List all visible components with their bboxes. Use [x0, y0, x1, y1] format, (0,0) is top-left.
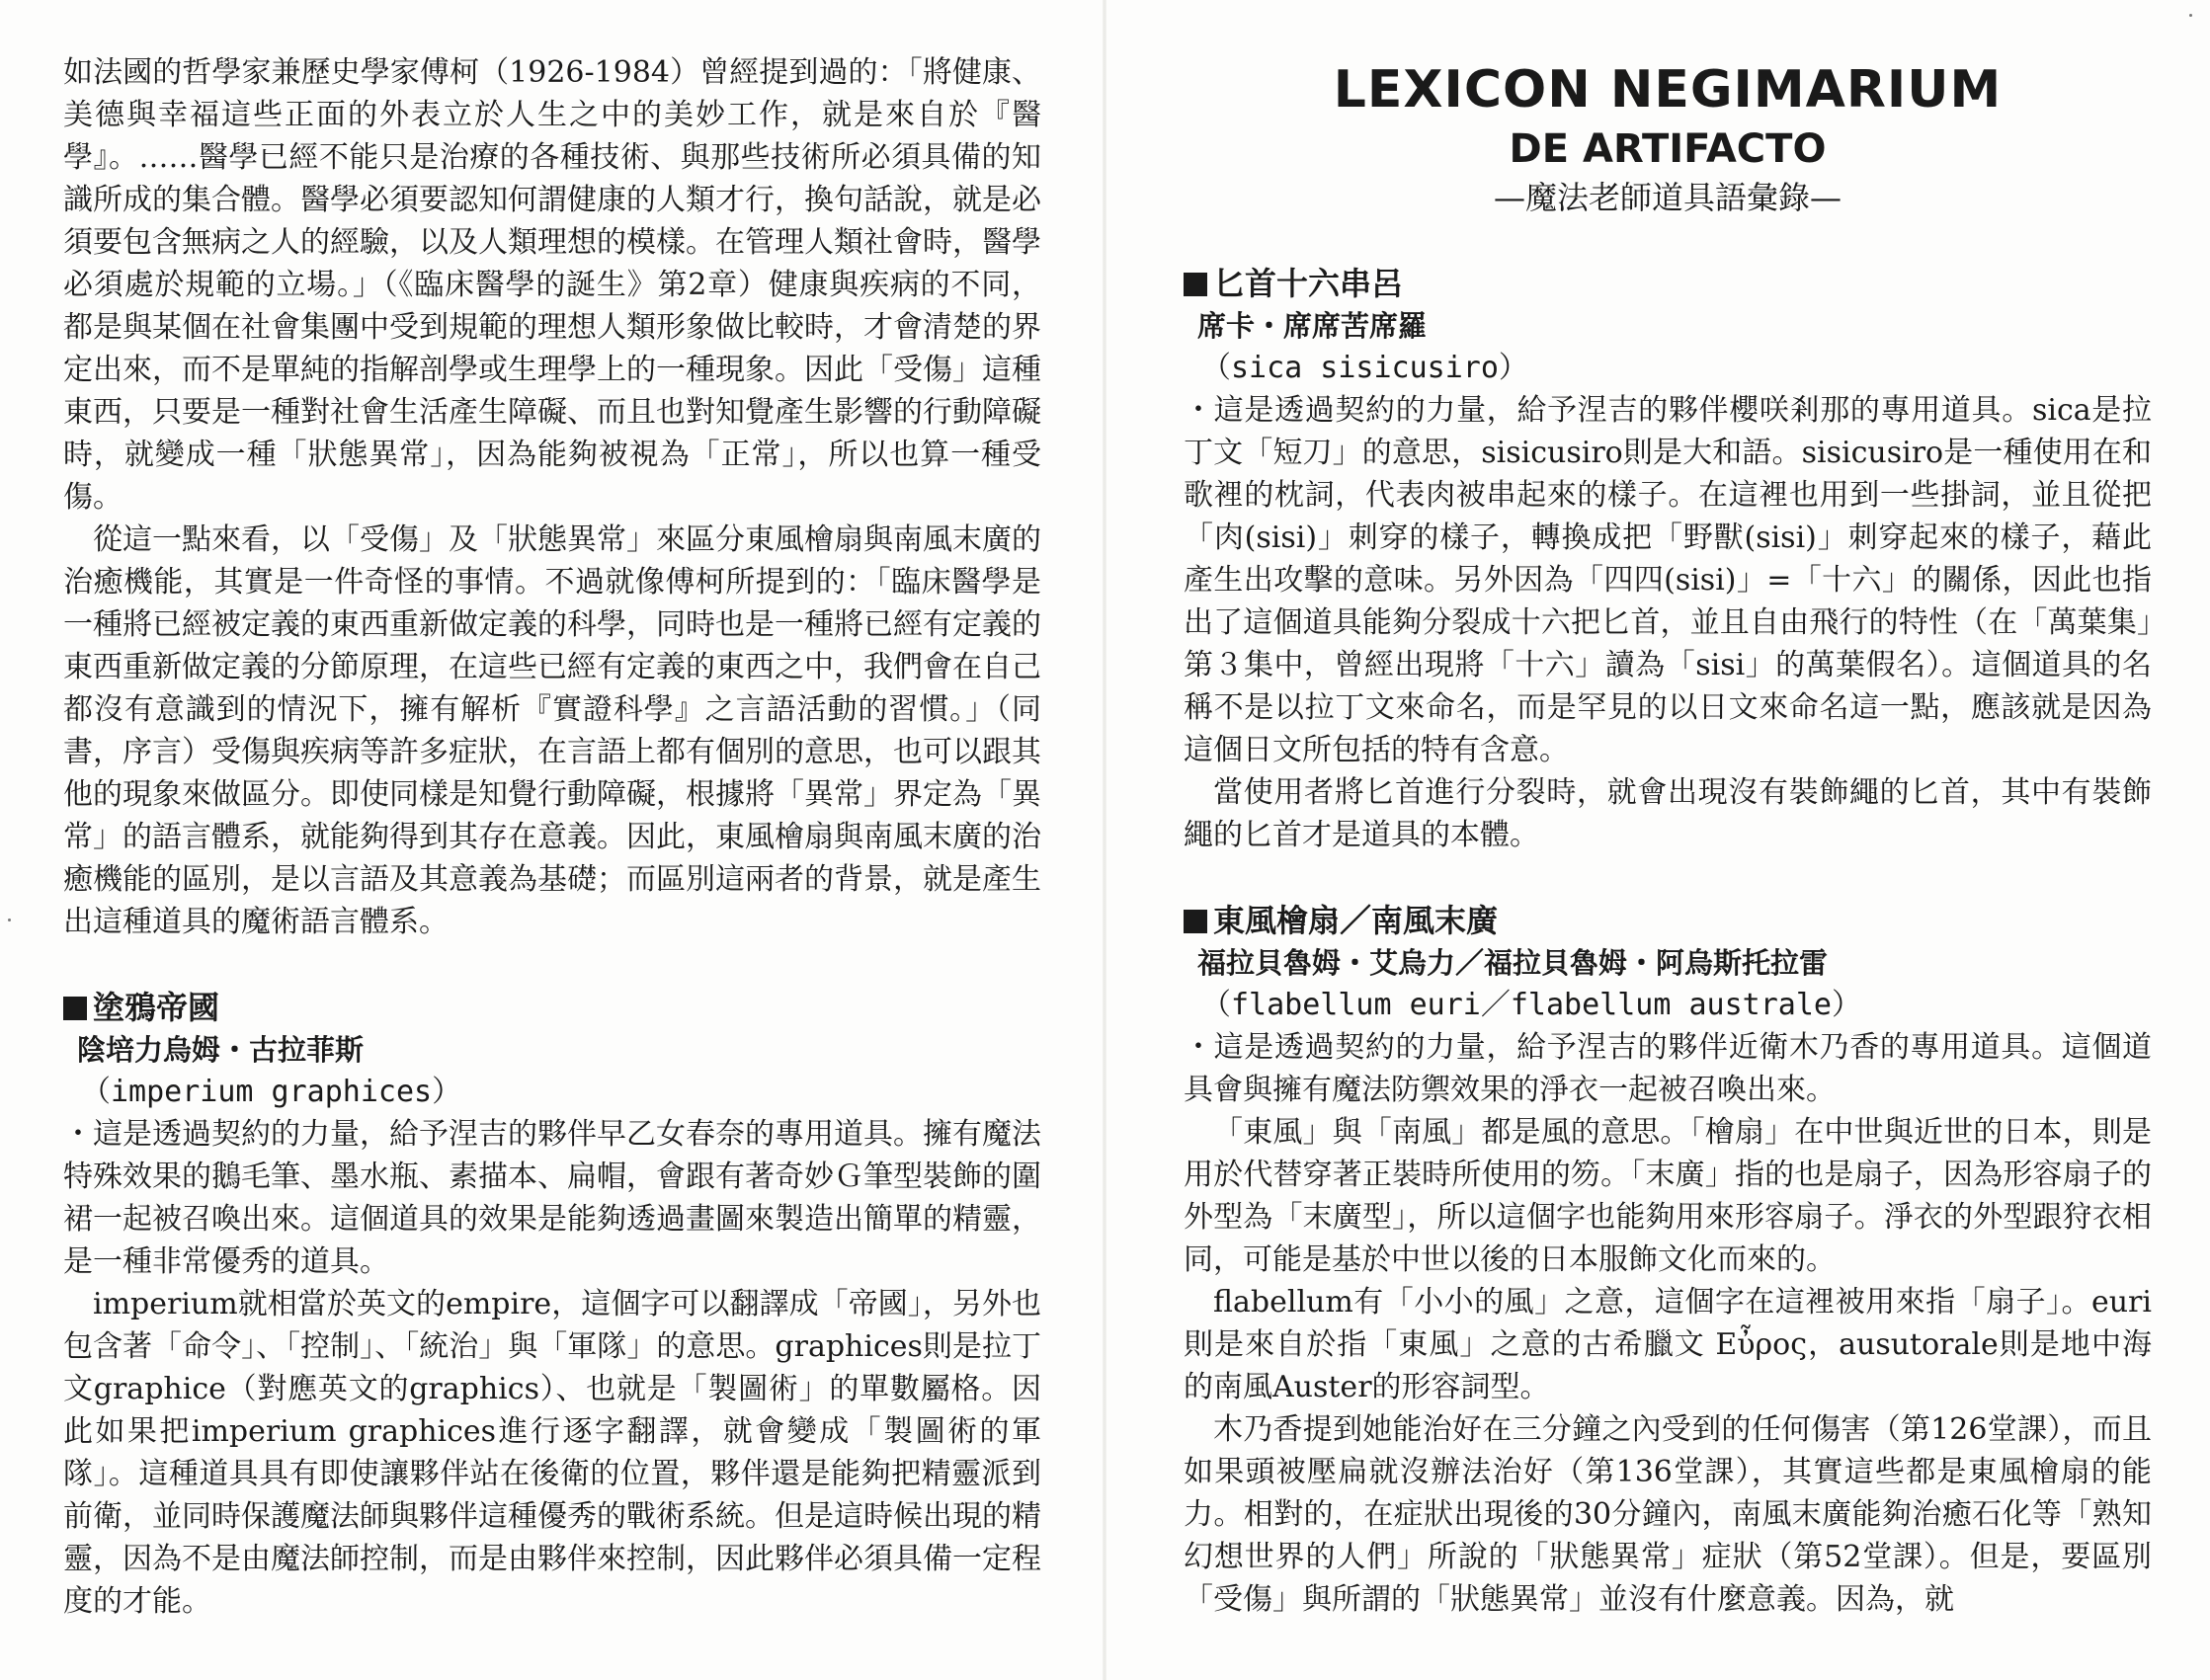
entry-heading: 塗鴉帝國 [63, 986, 1041, 1029]
entry-latin-name: （flabellum euri／flabellum australe） [1201, 988, 1861, 1022]
scan-speck [2189, 14, 2192, 17]
entry-paragraph: flabellum有「小小的風」之意，這個字在這裡被用來指「扇子」。euri則是來自於指「東風」之意的古希臘文 Εὖρος，ausutorale則是地中海的南風Auster的形容詞型。 [1184, 1285, 2152, 1404]
masthead [1184, 51, 2152, 219]
masthead-chinese-subtitle: —魔法老師道具語彙錄— [1493, 179, 1842, 216]
black-square-bullet-icon [63, 997, 87, 1020]
entry-paragraph: imperium就相當於英文的empire，這個字可以翻譯成「帝國」，另外也包含著「命令」、「控制」、「統治」與「軍隊」的意思。graphices則是拉丁文graphice（對應英文的graphics）、也就是「製圖術」的單數屬格。因此如果把imperium graphices進行逐字翻譯，就會變成「製圖術的軍隊」。這種道具具有即使讓夥伴站在後衛的位置，夥伴還是能夠把精靈派到前衛，並同時保護魔法師與夥伴這種優秀的戰術系統。但是這時候出現的精靈，因為不是由魔法師控制，而是由夥伴來控制，因此夥伴必須具備一定程度的才能。 [63, 1287, 1041, 1619]
masthead-title: LEXICON NEGIMARIUM [1333, 60, 2003, 120]
right-column [1184, 51, 2152, 1621]
entry-paragraph: 「東風」與「南風」都是風的意思。「檜扇」在中世與近世的日本，則是用於代替穿著正裝時所使用的笏。「末廣」指的也是扇子，因為形容扇子的外型為「末廣型」，所以這個字也能夠用來形容扇子。淨衣的外型跟狩衣相同，可能是基於中世以後的日本服飾文化而來的。 [1184, 1115, 2152, 1277]
entry-paragraph: 木乃香提到她能治好在三分鐘之內受到的任何傷害（第126堂課），而且如果頭被壓扁就沒辦法治好（第136堂課），其實這些都是東風檜扇的能力。相對的，在症狀出現後的30分鐘內，南風末廣能夠治癒石化等「熟知幻想世界的人們」所說的「狀態異常」症狀（第52堂課）。但是，要區別「受傷」與所謂的「狀態異常」並沒有什麼意義。因為，就 [1184, 1412, 2152, 1617]
entry-paragraph: ・這是透過契約的力量，給予涅吉的夥伴近衛木乃香的專用道具。這個道具會與擁有魔法防禦效果的淨衣一起被召喚出來。 [1184, 1030, 2152, 1107]
entry-latin-name: （sica sisicusiro） [1201, 351, 1528, 385]
right-page [1105, 0, 2210, 1680]
left-column [63, 51, 1041, 1623]
entry-reading: 席卡・席席苦席羅 [1197, 309, 1428, 343]
entry-reading: 陰培力烏姆・古拉菲斯 [77, 1033, 365, 1067]
entry-paragraph: ・這是透過契約的力量，給予涅吉的夥伴早乙女春奈的專用道具。擁有魔法特殊效果的鵝毛筆、墨水瓶、素描本、扁帽，會跟有著奇妙Ｇ筆型裝飾的圍裙一起被召喚出來。這個道具的效果是能夠透過畫圖來製造出簡單的精靈，是一種非常優秀的道具。 [63, 1117, 1041, 1279]
entry-paragraph: 當使用者將匕首進行分裂時，就會出現沒有裝飾繩的匕首，其中有裝飾繩的匕首才是道具的本體。 [1184, 775, 2152, 852]
entry-reading: 福拉貝魯姆・艾烏力／福拉貝魯姆・阿烏斯托拉雷 [1197, 946, 1829, 980]
scan-speck [8, 919, 11, 921]
masthead-subtitle: DE ARTIFACTO [1509, 126, 1827, 172]
entry-latin-name: （imperium graphices） [81, 1075, 462, 1109]
black-square-bullet-icon [1184, 273, 1207, 296]
intro-paragraph: 如法國的哲學家兼歷史學家傅柯（1926-1984）曾經提到過的：「將健康、美德與幸福這些正面的外表立於人生之中的美妙工作，就是來自於『醫學』。……醫學已經不能只是治療的各種技術、與那些技術所必須具備的知識所成的集合體。醫學必須要認知何謂健康的人類才行，換句話說，就是必須要包含無病之人的經驗，以及人類理想的模樣。在管理人類社會時，醫學必須處於規範的立場。」（《臨床醫學的誕生》第2章）健康與疾病的不同，都是與某個在社會集團中受到規範的理想人類形象做比較時，才會清楚的界定出來，而不是單純的指解剖學或生理學上的一種現象。因此「受傷」這種東西，只要是一種對社會生活產生障礙、而且也對知覺產生影響的行動障礙時，就變成一種「狀態異常」，因為能夠被視為「正常」，所以也算一種受傷。 [63, 55, 1041, 515]
black-square-bullet-icon [1184, 910, 1207, 933]
entry-heading: 匕首十六串呂 [1184, 262, 2152, 305]
entry-heading: 東風檜扇／南風末廣 [1184, 899, 2152, 942]
intro-paragraph: 從這一點來看，以「受傷」及「狀態異常」來區分東風檜扇與南風末廣的治癒機能，其實是一件奇怪的事情。不過就像傅柯所提到的：「臨床醫學是一種將已經被定義的東西重新做定義的科學，同時也是一種將已經有定義的東西重新做定義的分節原理，在這些已經有定義的東西之中，我們會在自己都沒有意識到的情況下，擁有解析『實證科學』之言語活動的習慣。」（同書，序言）受傷與疾病等許多症狀，在言語上都有個別的意思，也可以跟其他的現象來做區分。即使同樣是知覺行動障礙，根據將「異常」界定為「異常」的語言體系，就能夠得到其存在意義。因此，東風檜扇與南風末廣的治癒機能的區別，是以言語及其意義為基礎；而區別這兩者的背景，就是產生出這種道具的魔術語言體系。 [63, 522, 1041, 939]
entry-paragraph: ・這是透過契約的力量，給予涅吉的夥伴櫻咲剎那的專用道具。sica是拉丁文「短刀」的意思，sisicusiro則是大和語。sisicusiro是一種使用在和歌裡的枕詞，代表肉被串起來的樣子。在這裡也用到一些掛詞，並且從把「肉(sisi)」刺穿的樣子，轉換成把「野獸(sisi)」刺穿起來的樣子，藉此產生出攻擊的意味。另外因為「四四(sisi)」=「十六」的關係，因此也指出了這個道具能夠分裂成十六把匕首，並且自由飛行的特性（在「萬葉集」第３集中，曾經出現將「十六」讀為「sisi」的萬葉假名）。這個道具的名稱不是以拉丁文來命名，而是罕見的以日文來命名這一點，應該就是因為這個日文所包括的特有含意。 [1184, 393, 2152, 767]
